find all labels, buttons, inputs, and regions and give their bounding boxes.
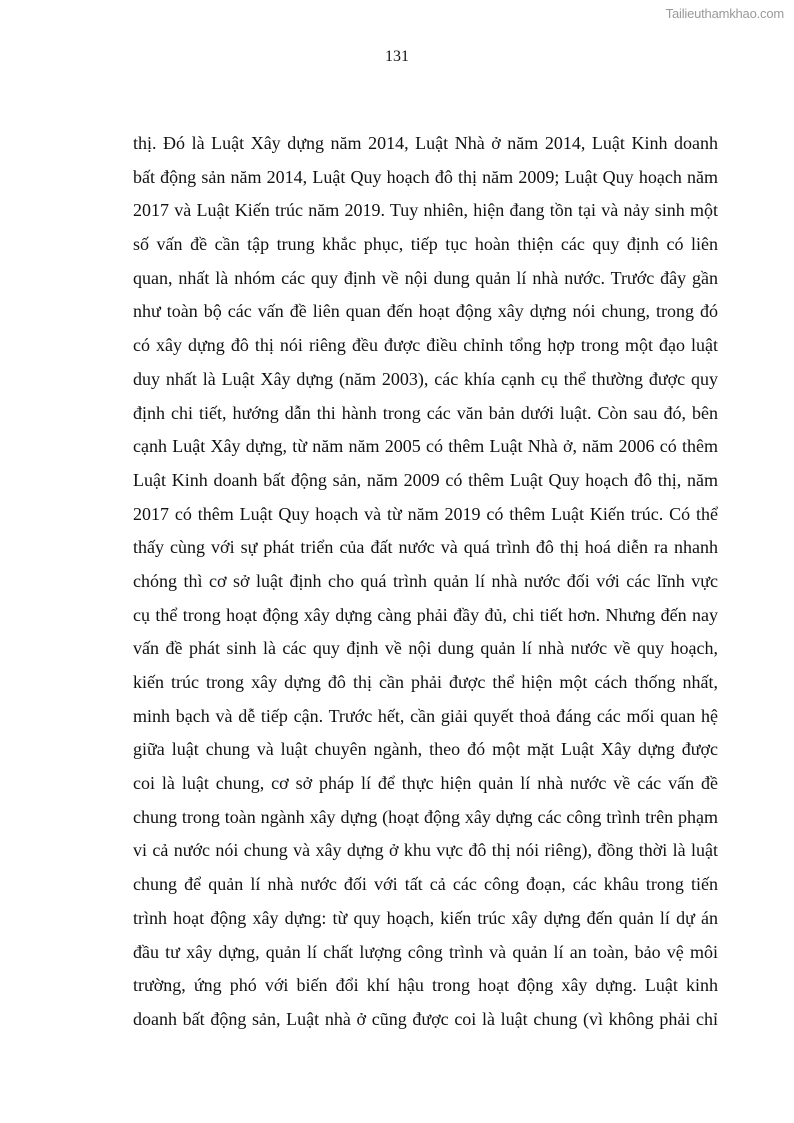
text-line: 2017 có thêm Luật Quy hoạch và từ năm 2019 có thêm Luật Kiến trúc. Có thể [133,503,718,524]
text-line: thị. Đó là Luật Xây dựng năm 2014, Luật Nhà ở năm 2014, Luật Kinh doanh [133,133,718,153]
watermark: Tailieuthamkhao.com [665,6,784,21]
text-line: doanh bất động sản, Luật nhà ở cũng được coi là luật chung (vì không phải chỉ [133,1008,718,1029]
text-line: có xây dựng đô thị nói riêng đều được điều chỉnh tổng hợp trong một đạo luật [133,335,718,356]
text-line: minh bạch và dễ tiếp cận. Trước hết, cần giải quyết thoả đáng các mối quan hệ [133,705,718,726]
text-line: cạnh Luật Xây dựng, từ năm năm 2005 có thêm Luật Nhà ở, năm 2006 có thêm [133,436,718,457]
text-line: bất động sản năm 2014, Luật Quy hoạch đô thị năm 2009; Luật Quy hoạch năm [133,166,718,187]
text-line: vấn đề phát sinh là các quy định về nội dung quản lí nhà nước về quy hoạch, [133,638,718,659]
text-line: trường, ứng phó với biến đổi khí hậu trong hoạt động xây dựng. Luật kinh [133,975,718,996]
text-line: vi cả nước nói chung và xây dựng ở khu vực đô thị nói riêng), đồng thời là luật [133,840,718,861]
text-line: 2017 và Luật Kiến trúc năm 2019. Tuy nhiên, hiện đang tồn tại và nảy sinh một [133,200,718,221]
text-line: quan, nhất là nhóm các quy định về nội dung quản lí nhà nước. Trước đây gần [133,267,718,288]
body-text [133,130,718,1040]
text-line: đầu tư xây dựng, quản lí chất lượng công trình và quản lí an toàn, bảo vệ môi [133,941,718,962]
text-line: duy nhất là Luật Xây dựng (năm 2003), các khía cạnh cụ thể thường được quy [133,368,718,389]
text-line: chung để quản lí nhà nước đối với tất cả các công đoạn, các khâu trong tiến [133,874,718,895]
text-line: thấy cùng với sự phát triển của đất nước và quá trình đô thị hoá diễn ra nhanh [133,537,718,558]
text-line: chung trong toàn ngành xây dựng (hoạt động xây dựng các công trình trên phạm [133,806,718,827]
text-line: giữa luật chung và luật chuyên ngành, theo đó một mặt Luật Xây dựng được [133,739,718,760]
text-line: cụ thể trong hoạt động xây dựng càng phải đầy đủ, chi tiết hơn. Nhưng đến nay [133,604,718,625]
text-line: coi là luật chung, cơ sở pháp lí để thực hiện quản lí nhà nước về các vấn đề [133,773,718,794]
text-line: chóng thì cơ sở luật định cho quá trình quản lí nhà nước đối với các lĩnh vực [133,570,718,591]
text-line: như toàn bộ các vấn đề liên quan đến hoạt động xây dựng nói chung, trong đó [133,301,718,322]
text-line: trình hoạt động xây dựng: từ quy hoạch, kiến trúc xây dựng đến quản lí dự án [133,907,718,928]
text-line: số vấn đề cần tập trung khắc phục, tiếp tục hoàn thiện các quy định có liên [133,234,718,255]
text-line: kiến trúc trong xây dựng đô thị cần phải được thể hiện một cách thống nhất, [133,672,718,692]
text-line: định chi tiết, hướng dẫn thi hành trong các văn bản dưới luật. Còn sau đó, bên [133,402,718,423]
text-line: Luật Kinh doanh bất động sản, năm 2009 có thêm Luật Quy hoạch đô thị, năm [133,469,718,490]
page-number: 131 [385,48,409,65]
